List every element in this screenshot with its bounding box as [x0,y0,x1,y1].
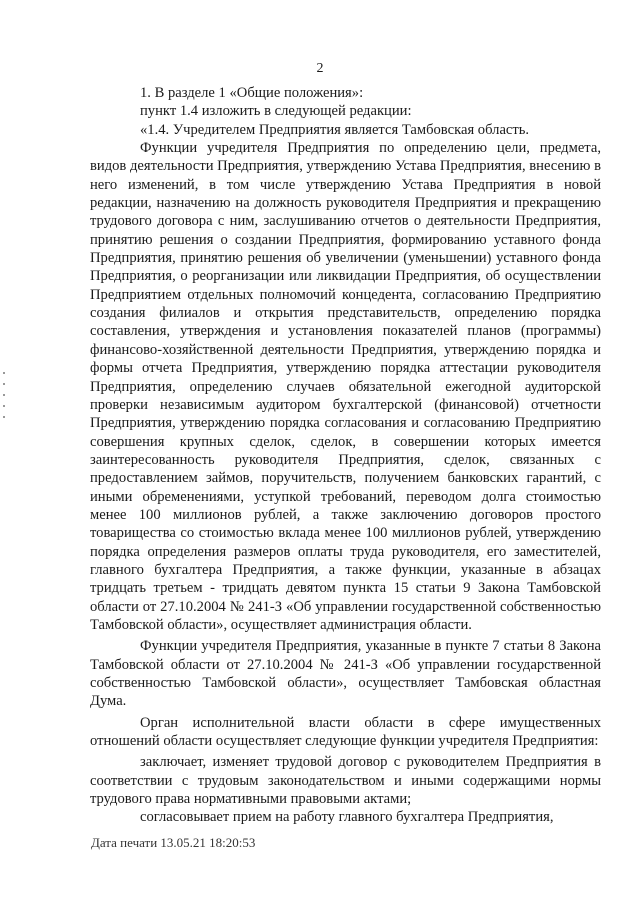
function-chief-accountant: согласовывает прием на работу главного бухгалтера Предприятия, [140,809,554,826]
amendment-instruction: пункт 1.4 изложить в следующей редакции: [140,103,412,120]
property-authority-functions: Орган исполнительной власти области в сфере имущественных отношений области осуществляет следующие функции учредителя Предприятия: [90,714,601,750]
scan-margin-marks [3,372,6,432]
document-body [90,84,601,827]
page-number: 2 [316,61,324,76]
founder-functions-administration: Функции учредителя Предприятия по определению цели, предмета, видов деятельности Предприятия, утверждению Устава Предприятия, внесению в него изменений, в том числе утверждению Устава Предприятия в новой редакции, назначению на должность руководителя Предприятия и прекращению трудового договора с ним, заслушиванию отчетов о деятельности Предприятия, принятию решения о создании Предприятия, формированию уставного фонда Предприятия, принятию решения об увеличении (уменьшении) уставного фонда Предприятия, о реорганизации или ликвидации Предприятия, об осуществлении Предприятием отдельных полномочий концедента, согласованию Предприятию создания филиалов и открытия представительств, определению порядка составления, утверждения и установления показателей планов (программы) финансово-хозяйственной деятельности Предприятия, утверждению порядка и формы отчета Предприятия, утверждению порядка аттестации руководителя Предприятия, определению случаев обязательной ежегодной аудиторской проверки независимым аудитором бухгалтерской (финансовой) отчетности Предприятия, утверждению порядка согласования и согласованию Предприятию совершения крупных сделок, сделок, в совершении которых имеется заинтересованность руководителя Предприятия, сделок, связанных с предоставлением займов, поручительств, получением банковских гарантий, с иными обременениями, уступкой требований, переводом долга стоимостью менее 100 миллионов рублей, а также заключению договоров простого товарищества со стоимостью вклада менее 100 миллионов рублей, утверждению порядка определения размеров оплаты труда руководителя, его заместителей, главного бухгалтера Предприятия, а также функции, указанные в абзацах тридцать третьем - тридцать девятом пункта 15 статьи 9 Закона Тамбовской области от 27.10.2004 № 241-З «Об управлении государственной собственностью Тамбовской области», осуществляет администрация области. [90,140,601,633]
section-heading: 1. В разделе 1 «Общие положения»: [140,85,364,101]
founder-functions-duma: Функции учредителя Предприятия, указанные в пункте 7 статьи 8 Закона Тамбовской области от 27.10.2004 № 241-З «Об управлении государственной собственностью Тамбовской области», осуществляет Тамбовская областная Дума. [90,638,601,710]
print-date-footer: Дата печати 13.05.21 18:20:53 [91,835,256,850]
function-labor-contract: заключает, изменяет трудовой договор с руководителем Предприятия в соответствии с трудовым законодательством и иными содержащими нормы трудового права нормативными правовыми актами; [90,754,601,808]
clause-1-4: «1.4. Учредителем Предприятия является Тамбовская область. [140,121,530,138]
